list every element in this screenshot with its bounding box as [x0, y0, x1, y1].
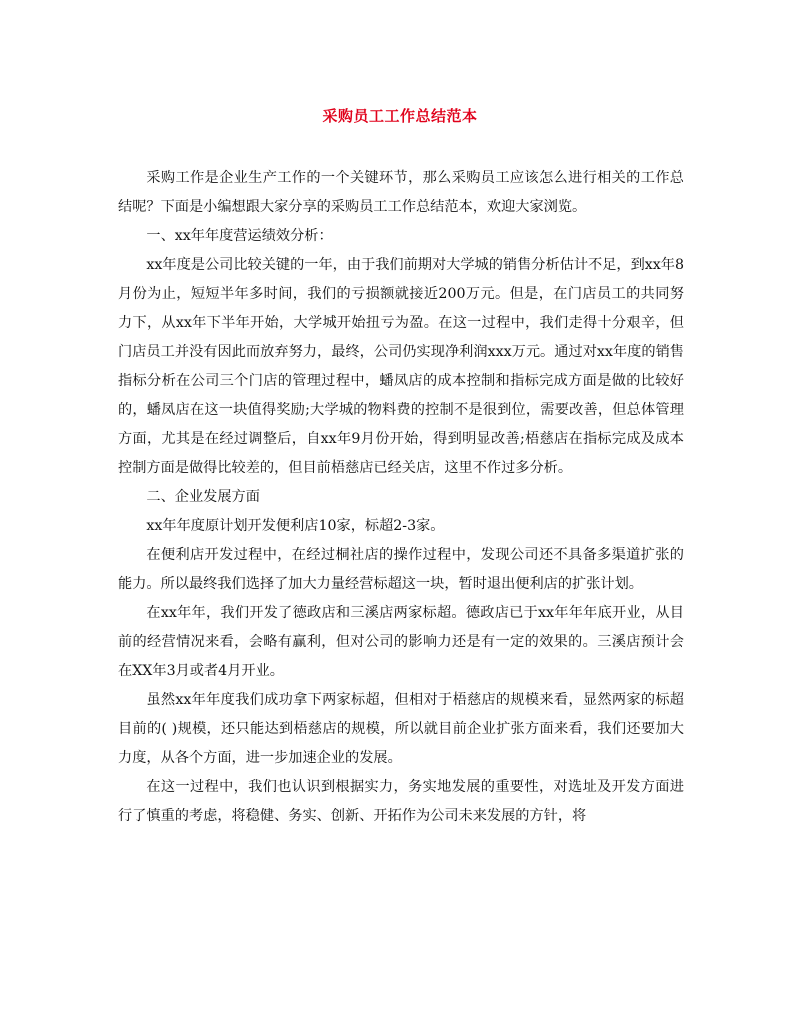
plan-paragraph: xx年年度原计划开发便利店10家，标超2-3家。	[146, 518, 445, 534]
scale-paragraph: 虽然xx年年度我们成功拿下两家标超，但相对于梧慈店的规模来看，显然两家的标超目前的( )规模，还只能达到梧慈店的规模，所以就目前企业扩张方面来看，我们还要加大力度，从各个方面，进一步加速企业的发展。	[118, 692, 684, 766]
strategy-paragraph: 在这一过程中，我们也认识到根据实力，务实地发展的重要性，对选址及开发方面进行了慎重的考虑，将稳健、务实、创新、开拓作为公司未来发展的方针，将	[118, 779, 684, 824]
section-heading-2: 二、企业发展方面	[146, 489, 260, 505]
document-body	[118, 164, 684, 831]
convenience-store-paragraph: 在便利店开发过程中，在经过桐社店的操作过程中，发现公司还不具备多渠道扩张的能力。所以最终我们选择了加大力量经营标超这一块，暂时退出便利店的扩张计划。	[118, 547, 684, 592]
new-stores-paragraph: 在xx年年，我们开发了德政店和三溪店两家标超。德政店已于xx年年年底开业，从目前的经营情况来看，会略有赢利，但对公司的影响力还是有一定的效果的。三溪店预计会在XX年3月或者4月开业。	[118, 605, 684, 679]
section-heading-1: 一、xx年年度营运绩效分析：	[146, 228, 333, 244]
performance-paragraph: xx年度是公司比较关键的一年，由于我们前期对大学城的销售分析估计不足，到xx年8月份为止，短短半年多时间，我们的亏损额就接近200万元。但是，在门店员工的共同努力下，从xx年下半年开始，大学城开始扭亏为盈。在这一过程中，我们走得十分艰辛，但门店员工并没有因此而放弃努力，最终，公司仍实现净利润xxx万元。通过对xx年度的销售指标分析在公司三个门店的管理过程中，蟠凤店的成本控制和指标完成方面是做的比较好的，蟠凤店在这一块值得奖励;大学城的物料费的控制不是很到位，需要改善，但总体管理方面，尤其是在经过调整后，自xx年9月份开始，得到明显改善;梧慈店在指标完成及成本控制方面是做得比较差的，但目前梧慈店已经关店，这里不作过多分析。	[118, 257, 684, 476]
document-title: 采购员工工作总结范本	[322, 107, 478, 125]
intro-paragraph: 采购工作是企业生产工作的一个关键环节，那么采购员工应该怎么进行相关的工作总结呢？下面是小编想跟大家分享的采购员工工作总结范本，欢迎大家浏览。	[118, 170, 684, 215]
